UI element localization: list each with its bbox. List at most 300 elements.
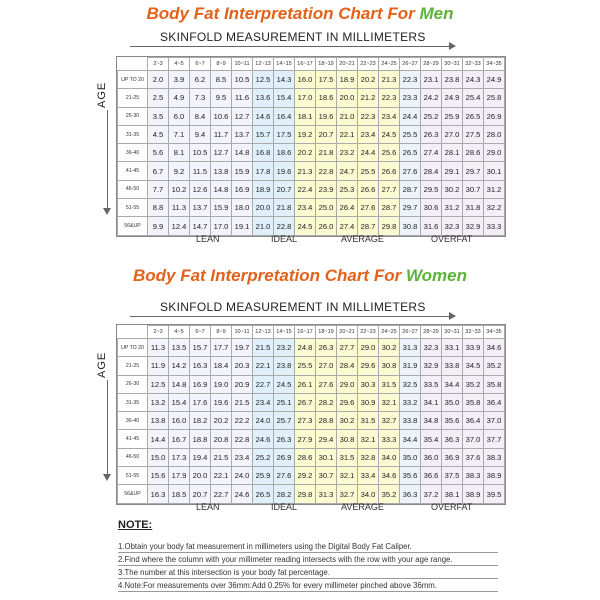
men-bodyfat-cell: 10.6	[211, 107, 232, 125]
men-bodyfat-cell: 20.2	[358, 71, 379, 89]
men-bodyfat-cell: 23.9	[316, 180, 337, 198]
men-column-header: 6~7	[190, 58, 211, 71]
women-column-header: 28~29	[421, 326, 442, 339]
women-bodyfat-cell: 28.4	[337, 357, 358, 375]
women-bodyfat-cell: 18.2	[190, 412, 211, 430]
men-age-range: UP TO 20	[118, 71, 148, 89]
women-bodyfat-cell: 27.6	[274, 467, 295, 485]
men-bodyfat-cell: 6.7	[148, 162, 169, 180]
women-bodyfat-cell: 37.6	[463, 448, 484, 466]
men-bodyfat-cell: 8.1	[169, 144, 190, 162]
women-bodyfat-cell: 28.2	[274, 485, 295, 503]
women-column-header: 14~15	[274, 326, 295, 339]
women-bodyfat-cell: 19.6	[211, 393, 232, 411]
men-bodyfat-cell: 12.4	[169, 217, 190, 235]
women-bodyfat-cell: 20.8	[211, 430, 232, 448]
women-bodyfat-cell: 13.5	[169, 339, 190, 357]
table-row	[118, 89, 505, 107]
men-column-header: 16~17	[295, 58, 316, 71]
men-bodyfat-cell: 11.7	[211, 125, 232, 143]
women-bodyfat-cell: 34.0	[358, 485, 379, 503]
women-bodyfat-cell: 18.5	[169, 485, 190, 503]
men-bodyfat-cell: 22.4	[295, 180, 316, 198]
men-bodyfat-cell: 12.5	[253, 71, 274, 89]
men-bodyfat-cell: 17.8	[253, 162, 274, 180]
men-bodyfat-cell: 26.6	[379, 162, 400, 180]
men-bodyfat-cell: 28.1	[442, 144, 463, 162]
women-bodyfat-cell: 27.9	[295, 430, 316, 448]
women-bodyfat-cell: 11.3	[148, 339, 169, 357]
men-column-header: 10~11	[232, 58, 253, 71]
men-bodyfat-cell: 20.0	[253, 199, 274, 217]
women-bodyfat-cell: 14.8	[169, 375, 190, 393]
men-bodyfat-cell: 32.2	[484, 199, 505, 217]
men-bodyfat-cell: 26.5	[400, 144, 421, 162]
men-bodyfat-cell: 23.4	[358, 125, 379, 143]
men-bodyfat-cell: 21.0	[337, 107, 358, 125]
men-bodyfat-cell: 25.9	[442, 107, 463, 125]
women-bodyfat-cell: 21.5	[253, 339, 274, 357]
men-bodyfat-cell: 28.4	[421, 162, 442, 180]
table-row	[118, 357, 505, 375]
women-bodyfat-cell: 34.5	[463, 357, 484, 375]
women-bodyfat-cell: 25.5	[295, 357, 316, 375]
women-bodyfat-cell: 20.2	[211, 412, 232, 430]
women-age-range: 51-55	[118, 467, 148, 485]
women-bodyfat-cell: 28.6	[295, 448, 316, 466]
women-bodyfat-cell: 23.8	[274, 357, 295, 375]
women-bodyfat-cell: 31.5	[337, 448, 358, 466]
men-bodyfat-cell: 28.6	[463, 144, 484, 162]
men-bodyfat-cell: 18.0	[232, 199, 253, 217]
women-bodyfat-cell: 26.3	[316, 339, 337, 357]
men-bodyfat-cell: 30.8	[400, 217, 421, 235]
men-bodyfat-cell: 19.6	[274, 162, 295, 180]
women-bodyfat-cell: 27.0	[316, 357, 337, 375]
men-bodyfat-cell: 24.4	[358, 144, 379, 162]
men-bodyfat-cell: 28.7	[379, 199, 400, 217]
women-bodyfat-cell: 25.2	[253, 448, 274, 466]
women-bodyfat-cell: 20.3	[232, 357, 253, 375]
men-bodyfat-cell: 20.7	[316, 125, 337, 143]
women-bodyfat-cell: 34.1	[421, 393, 442, 411]
women-bodyfat-cell: 17.9	[169, 467, 190, 485]
men-bodyfat-cell: 21.8	[316, 144, 337, 162]
women-category-ideal: IDEAL	[271, 502, 298, 512]
women-header-row	[118, 326, 505, 339]
men-bodyfat-cell: 23.4	[379, 107, 400, 125]
men-bodyfat-cell: 18.6	[274, 144, 295, 162]
women-bodyfat-cell: 22.8	[232, 430, 253, 448]
women-bodyfat-cell: 30.8	[337, 430, 358, 448]
men-column-header: 12~13	[253, 58, 274, 71]
women-bodyfat-cell: 19.0	[211, 375, 232, 393]
men-age-label: AGE	[96, 81, 108, 108]
men-column-header: 28~29	[421, 58, 442, 71]
women-bodyfat-cell: 35.2	[379, 485, 400, 503]
note-line-3: 3.The number at this intersection is your body fat percentage.	[118, 568, 498, 579]
women-bodyfat-cell: 30.2	[379, 339, 400, 357]
men-bodyfat-cell: 9.9	[148, 217, 169, 235]
women-bodyfat-cell: 16.0	[169, 412, 190, 430]
table-row	[118, 107, 505, 125]
men-bodyfat-cell: 21.0	[253, 217, 274, 235]
men-bodyfat-cell: 20.0	[337, 89, 358, 107]
women-bodyfat-cell: 19.4	[190, 448, 211, 466]
men-bodyfat-cell: 25.2	[421, 107, 442, 125]
women-bodyfat-cell: 24.6	[232, 485, 253, 503]
men-age-range: 31-35	[118, 125, 148, 143]
women-bodyfat-cell: 24.5	[274, 375, 295, 393]
women-column-header: 12~13	[253, 326, 274, 339]
women-bodyfat-cell: 29.4	[316, 430, 337, 448]
men-category-ideal: IDEAL	[271, 234, 298, 244]
women-bodyfat-cell: 30.7	[316, 467, 337, 485]
women-bodyfat-cell: 11.9	[148, 357, 169, 375]
men-bodyfat-cell: 6.2	[190, 71, 211, 89]
men-skinfold-label: SKINFOLD MEASUREMENT IN MILLIMETERS	[160, 30, 426, 44]
men-bodyfat-cell: 29.8	[379, 217, 400, 235]
women-bodyfat-cell: 22.7	[211, 485, 232, 503]
men-bodyfat-cell: 15.4	[274, 89, 295, 107]
men-bodyfat-cell: 22.3	[358, 107, 379, 125]
women-bodyfat-cell: 26.7	[295, 393, 316, 411]
women-bodyfat-cell: 34.4	[400, 430, 421, 448]
men-bodyfat-cell: 22.3	[400, 71, 421, 89]
table-row	[118, 144, 505, 162]
men-bodyfat-cell: 22.1	[337, 125, 358, 143]
women-bodyfat-cell: 25.9	[253, 467, 274, 485]
women-column-arrow	[130, 316, 450, 317]
women-column-header: 4~5	[169, 326, 190, 339]
women-bodyfat-cell: 15.6	[148, 467, 169, 485]
table-row	[118, 217, 505, 235]
men-bodyfat-cell: 31.8	[463, 199, 484, 217]
women-bodyfat-cell: 34.6	[379, 467, 400, 485]
women-age-range: 31-35	[118, 393, 148, 411]
men-bodyfat-cell: 23.8	[442, 71, 463, 89]
men-bodyfat-cell: 27.0	[442, 125, 463, 143]
women-bodyfat-cell: 13.8	[148, 412, 169, 430]
women-column-header: 16~17	[295, 326, 316, 339]
men-bodyfat-cell: 24.7	[337, 162, 358, 180]
women-bodyfat-cell: 30.3	[358, 375, 379, 393]
women-bodyfat-cell: 35.6	[442, 412, 463, 430]
women-bodyfat-cell: 30.1	[316, 448, 337, 466]
men-bodyfat-cell: 29.5	[421, 180, 442, 198]
women-bodyfat-cell: 31.9	[400, 357, 421, 375]
men-bodyfat-cell: 31.2	[484, 180, 505, 198]
women-age-range: 56&UP	[118, 485, 148, 503]
women-bodyfat-cell: 37.0	[484, 412, 505, 430]
women-bodyfat-cell: 36.4	[484, 393, 505, 411]
men-bodyfat-cell: 11.3	[169, 199, 190, 217]
women-bodyfat-cell: 36.4	[463, 412, 484, 430]
men-bodyfat-cell: 20.7	[274, 180, 295, 198]
men-bodyfat-cell: 11.5	[190, 162, 211, 180]
men-bodyfat-cell: 17.0	[295, 89, 316, 107]
table-row	[118, 71, 505, 89]
table-row	[118, 162, 505, 180]
men-bodyfat-cell: 16.4	[274, 107, 295, 125]
women-column-header: 2~3	[148, 326, 169, 339]
women-bodyfat-cell: 38.9	[463, 485, 484, 503]
men-bodyfat-cell: 32.9	[463, 217, 484, 235]
men-age-range: 41-45	[118, 162, 148, 180]
men-column-header: 2~3	[148, 58, 169, 71]
men-bodyfat-cell: 13.8	[211, 162, 232, 180]
men-bodyfat-cell: 29.7	[463, 162, 484, 180]
men-bodyfat-cell: 25.5	[358, 162, 379, 180]
women-age-range: 21-25	[118, 357, 148, 375]
men-bodyfat-cell: 23.4	[295, 199, 316, 217]
women-bodyfat-cell: 30.8	[379, 357, 400, 375]
table-row	[118, 430, 505, 448]
men-bodyfat-cell: 20.2	[295, 144, 316, 162]
table-row	[118, 339, 505, 357]
men-age-arrow	[107, 110, 108, 210]
women-bodyfat-cell: 16.3	[148, 485, 169, 503]
men-bodyfat-cell: 3.5	[148, 107, 169, 125]
men-bodyfat-cell: 6.0	[169, 107, 190, 125]
women-bodyfat-cell: 35.2	[484, 357, 505, 375]
women-bodyfat-cell: 29.0	[358, 339, 379, 357]
men-category-overfat: OVERFAT	[431, 234, 473, 244]
women-bodyfat-cell: 32.1	[358, 430, 379, 448]
women-bodyfat-cell: 35.4	[421, 430, 442, 448]
men-bodyfat-cell: 14.8	[211, 180, 232, 198]
men-title-prefix: Body Fat Interpretation Chart For	[146, 4, 420, 23]
men-column-arrow-head	[449, 42, 456, 50]
women-bodyfat-cell: 32.7	[337, 485, 358, 503]
women-bodyfat-cell: 38.1	[442, 485, 463, 503]
women-bodyfat-cell: 22.1	[253, 357, 274, 375]
women-age-label: AGE	[96, 351, 108, 378]
men-header-row	[118, 58, 505, 71]
women-bodyfat-cell: 29.8	[295, 485, 316, 503]
men-bodyfat-cell: 15.9	[232, 162, 253, 180]
women-bodyfat-cell: 32.3	[421, 339, 442, 357]
men-category-lean: LEAN	[196, 234, 220, 244]
men-column-header: 4~5	[169, 58, 190, 71]
men-bodyfat-cell: 28.0	[484, 125, 505, 143]
women-bodyfat-cell: 33.5	[421, 375, 442, 393]
men-bodyfat-cell: 25.3	[337, 180, 358, 198]
women-bodyfat-cell: 17.7	[211, 339, 232, 357]
note-line-1: 1.Obtain your body fat measurement in millimeters using the Digital Body Fat Caliper.	[118, 542, 498, 553]
men-bodyfat-cell: 27.6	[358, 199, 379, 217]
women-column-header: 22~23	[358, 326, 379, 339]
women-bodyfat-cell: 29.0	[337, 375, 358, 393]
women-bodyfat-cell: 20.9	[232, 375, 253, 393]
men-bodyfat-cell: 25.0	[316, 199, 337, 217]
women-bodyfat-cell: 21.5	[232, 393, 253, 411]
women-column-header: 20~21	[337, 326, 358, 339]
women-bodyfat-cell: 24.8	[295, 339, 316, 357]
women-bodyfat-cell: 31.3	[400, 339, 421, 357]
men-bodyfat-cell: 9.5	[211, 89, 232, 107]
men-bodyfat-cell: 3.9	[169, 71, 190, 89]
women-bodyfat-cell: 29.6	[358, 357, 379, 375]
men-bodyfat-cell: 19.6	[316, 107, 337, 125]
men-bodyfat-cell: 13.6	[253, 89, 274, 107]
women-column-header: 10~11	[232, 326, 253, 339]
women-bodyfat-cell: 26.3	[274, 430, 295, 448]
men-bodyfat-cell: 7.7	[148, 180, 169, 198]
men-bodyfat-cell: 4.5	[148, 125, 169, 143]
men-age-arrow-head	[103, 208, 111, 215]
men-bodyfat-cell: 21.2	[358, 89, 379, 107]
women-bodyfat-cell: 39.5	[484, 485, 505, 503]
women-bodyfat-cell: 20.7	[190, 485, 211, 503]
women-bodyfat-cell: 32.7	[379, 412, 400, 430]
men-bodyfat-cell: 7.3	[190, 89, 211, 107]
men-bodyfat-cell: 21.8	[274, 199, 295, 217]
women-bodyfat-cell: 35.6	[400, 467, 421, 485]
women-bodyfat-cell: 33.2	[400, 393, 421, 411]
women-bodyfat-cell: 35.2	[463, 375, 484, 393]
women-bodyfat-cell: 33.3	[379, 430, 400, 448]
women-title-prefix: Body Fat Interpretation Chart For	[132, 266, 406, 285]
women-bodyfat-cell: 23.2	[274, 339, 295, 357]
women-bodyfat-cell: 34.4	[442, 375, 463, 393]
women-bodyfat-cell: 21.5	[211, 448, 232, 466]
men-column-header: 30~31	[442, 58, 463, 71]
men-bodyfat-cell: 24.5	[295, 217, 316, 235]
men-bodyfat-cell: 10.2	[169, 180, 190, 198]
men-category-average: AVERAGE	[341, 234, 384, 244]
men-bodyfat-cell: 27.4	[421, 144, 442, 162]
men-bodyfat-cell: 14.6	[253, 107, 274, 125]
men-bodyfat-cell: 16.0	[295, 71, 316, 89]
women-age-arrow	[107, 380, 108, 476]
men-bodyfat-cell: 9.2	[169, 162, 190, 180]
women-bodyfat-cell: 34.6	[484, 339, 505, 357]
men-bodyfat-cell: 4.9	[169, 89, 190, 107]
men-bodyfat-cell: 24.4	[400, 107, 421, 125]
women-column-header: 26~27	[400, 326, 421, 339]
women-bodyfat-cell: 31.3	[316, 485, 337, 503]
men-bodyfat-cell: 30.6	[421, 199, 442, 217]
men-bodyfat-cell: 28.7	[358, 217, 379, 235]
men-bodyfat-cell: 18.1	[295, 107, 316, 125]
men-column-header: 34~35	[484, 58, 505, 71]
men-bodyfat-cell: 12.7	[211, 144, 232, 162]
men-bodyfat-cell: 27.6	[400, 162, 421, 180]
women-bodyfat-cell: 33.9	[463, 339, 484, 357]
men-bodyfat-cell: 26.4	[337, 199, 358, 217]
women-bodyfat-cell: 35.8	[463, 393, 484, 411]
women-bodyfat-cell: 28.2	[316, 393, 337, 411]
table-row	[118, 412, 505, 430]
men-bodyfat-cell: 29.7	[400, 199, 421, 217]
men-bodyfat-cell: 31.2	[442, 199, 463, 217]
men-bodyfat-cell: 25.8	[484, 89, 505, 107]
men-bodyfat-cell: 17.5	[274, 125, 295, 143]
men-age-range: 56&UP	[118, 217, 148, 235]
men-bodyfat-cell: 8.4	[190, 107, 211, 125]
note-title: NOTE:	[118, 519, 153, 531]
women-bodyfat-cell: 24.6	[253, 430, 274, 448]
women-bodyfat-cell: 32.8	[358, 448, 379, 466]
women-skinfold-label: SKINFOLD MEASUREMENT IN MILLIMETERS	[160, 300, 426, 314]
women-column-header: 34~35	[484, 326, 505, 339]
women-bodyfat-cell: 16.7	[169, 430, 190, 448]
women-bodyfat-cell: 26.9	[274, 448, 295, 466]
men-bodyfat-cell: 13.7	[190, 199, 211, 217]
men-bodyfat-cell: 26.0	[316, 217, 337, 235]
note-line-4: 4.Note:For measurements over 36mm:Add 0.25% for every millimeter pinched above 36mm.	[118, 581, 498, 592]
women-column-header: 30~31	[442, 326, 463, 339]
men-bodyfat-cell: 16.9	[232, 180, 253, 198]
women-bodyfat-cell: 31.5	[379, 375, 400, 393]
women-bodyfat-cell: 38.9	[484, 467, 505, 485]
men-bodyfat-cell: 14.8	[232, 144, 253, 162]
men-bodyfat-cell: 17.0	[211, 217, 232, 235]
women-table	[116, 324, 506, 505]
women-age-range: UP TO 20	[118, 339, 148, 357]
men-bodyfat-cell: 24.3	[463, 71, 484, 89]
men-bodyfat-cell: 30.7	[463, 180, 484, 198]
women-bodyfat-cell: 26.1	[295, 375, 316, 393]
women-bodyfat-cell: 25.1	[274, 393, 295, 411]
women-column-header: 8~9	[211, 326, 232, 339]
women-bodyfat-cell: 32.1	[379, 393, 400, 411]
men-bodyfat-cell: 25.4	[463, 89, 484, 107]
women-bodyfat-cell: 37.0	[463, 430, 484, 448]
women-title-gender: Women	[405, 266, 468, 285]
women-bodyfat-cell: 27.6	[316, 375, 337, 393]
women-bodyfat-cell: 35.0	[442, 393, 463, 411]
men-bodyfat-cell: 18.9	[253, 180, 274, 198]
men-bodyfat-cell: 27.7	[379, 180, 400, 198]
women-bodyfat-cell: 14.4	[148, 430, 169, 448]
men-bodyfat-cell: 5.6	[148, 144, 169, 162]
table-row	[118, 375, 505, 393]
men-bodyfat-cell: 12.7	[232, 107, 253, 125]
women-age-arrow-head	[103, 474, 111, 481]
women-bodyfat-cell: 37.7	[484, 430, 505, 448]
men-bodyfat-cell: 23.3	[400, 89, 421, 107]
men-bodyfat-cell: 26.9	[484, 107, 505, 125]
note-line-2: 2.Find where the column with your millimeter reading intersects with the row with your age range.	[118, 555, 498, 566]
men-bodyfat-cell: 17.5	[316, 71, 337, 89]
men-bodyfat-cell: 33.3	[484, 217, 505, 235]
men-bodyfat-cell: 18.6	[316, 89, 337, 107]
women-bodyfat-cell: 32.5	[400, 375, 421, 393]
men-bodyfat-cell: 8.5	[211, 71, 232, 89]
men-bodyfat-cell: 2.5	[148, 89, 169, 107]
women-bodyfat-cell: 37.5	[442, 467, 463, 485]
women-bodyfat-cell: 23.4	[232, 448, 253, 466]
women-bodyfat-cell: 22.2	[232, 412, 253, 430]
women-bodyfat-cell: 32.9	[421, 357, 442, 375]
men-bodyfat-cell: 11.6	[232, 89, 253, 107]
men-column-header: 8~9	[211, 58, 232, 71]
women-bodyfat-cell: 33.8	[442, 357, 463, 375]
men-bodyfat-cell: 12.6	[190, 180, 211, 198]
women-bodyfat-cell: 33.8	[400, 412, 421, 430]
women-bodyfat-cell: 27.7	[337, 339, 358, 357]
men-bodyfat-cell: 14.7	[190, 217, 211, 235]
women-bodyfat-cell: 37.2	[421, 485, 442, 503]
men-bodyfat-cell: 30.1	[484, 162, 505, 180]
men-bodyfat-cell: 30.2	[442, 180, 463, 198]
table-row	[118, 467, 505, 485]
women-bodyfat-cell: 33.4	[358, 467, 379, 485]
women-bodyfat-cell: 12.5	[148, 375, 169, 393]
women-age-range: 46-50	[118, 448, 148, 466]
